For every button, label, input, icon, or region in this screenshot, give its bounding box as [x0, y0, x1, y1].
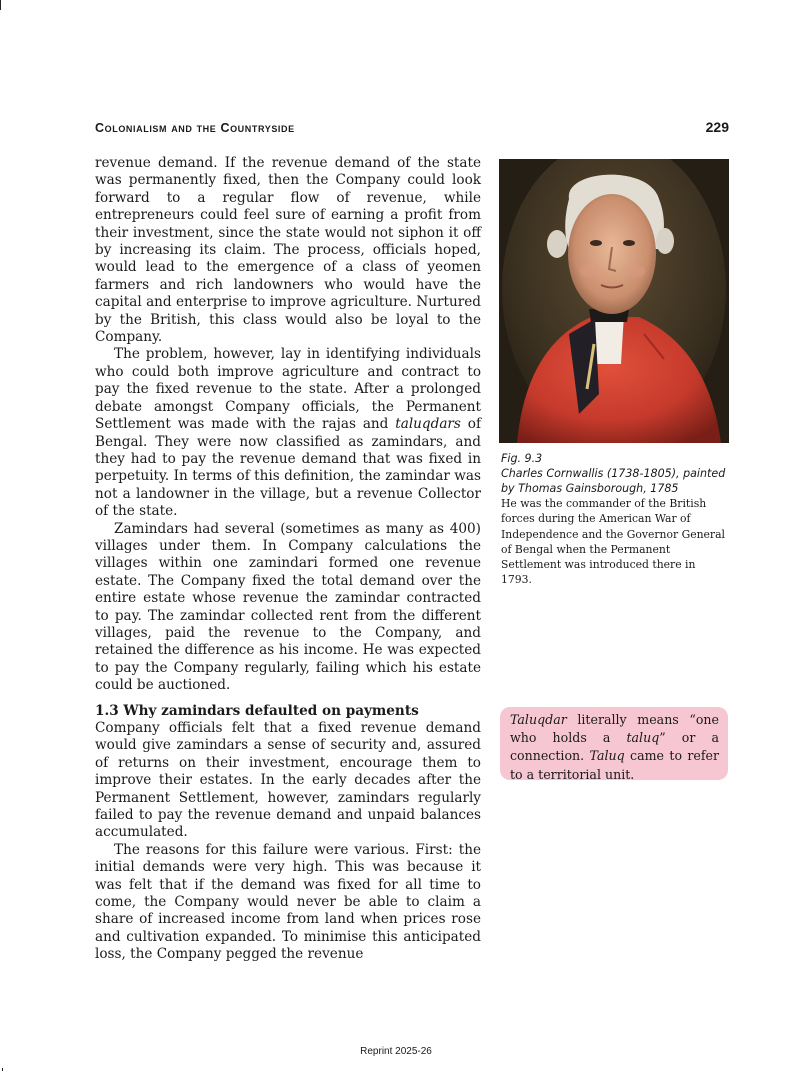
- paragraph-zamindars-villages: Zamindars had several (sometimes as many as 400) villages under them. In Company calculations the villages within one zamindari formed one revenue estate. The Company fixed the total demand over the entire estate whose revenue the zamindar contracted to pay. The zamindar collected rent from the different villages, paid the revenue to the Company, and retained the difference as his income. He was expected to pay the Company regularly, failing which his estate could be auctioned.: [95, 520, 481, 694]
- cornwallis-portrait: [499, 159, 729, 443]
- crop-mark-bottom: [2, 1068, 3, 1071]
- paragraph-identifying-individuals: The problem, however, lay in identifying individuals who could both improve agriculture and contract to pay the fixed revenue to the state. After a prolonged debate amongst Company officials, the Permanent Settlement was made with the rajas and taluqdars of Bengal. They were now classified as zamindars, and they had to pay the revenue demand that was fixed in perpetuity. In terms of this definition, the zamindar was not a landowner in the village, but a revenue Collector of the state.: [95, 346, 481, 520]
- figure-number: Fig. 9.3: [501, 452, 543, 465]
- running-head: [95, 121, 729, 137]
- main-text-column: [95, 155, 481, 964]
- section-heading: 1.3 Why zamindars defaulted on payments: [95, 702, 419, 719]
- paragraph-fixed-demand: Company officials felt that a fixed revenue demand would give zamindars a sense of security and, assured of returns on their investment, encourage them to improve their estates. In the early decades after the Permanent Settlement, however, zamindars regularly failed to pay the revenue demand and unpaid balances accumulated.: [95, 720, 481, 841]
- term-taluqdar: Taluqdar: [510, 712, 567, 727]
- chapter-running-title: Colonialism and the Countryside: [95, 121, 295, 135]
- figure-title: Charles Cornwallis (1738-1805), painted by Thomas Gainsborough, 1785: [501, 467, 726, 496]
- term-taluq: taluq: [626, 730, 660, 746]
- term-taluqdars: taluqdars: [395, 416, 461, 433]
- page-number: 229: [705, 119, 729, 135]
- figure-description: He was the commander of the British forces during the American War of Independence and the Governor General of Bengal when the Permanent Settlement was introduced there in 1793.: [501, 497, 725, 587]
- portrait-painting: [499, 159, 729, 443]
- reprint-footer: Reprint 2025-26: [360, 1046, 432, 1057]
- figure-caption: [501, 451, 729, 588]
- paragraph-reasons-failure: The reasons for this failure were various. First: the initial demands were very high. This was because it was felt that if the demand was fixed for all time to come, the Company would never be able to claim a share of increased income from land when prices rose and cultivation expanded. To minimise this anticipated loss, the Company pegged the revenue: [95, 841, 481, 963]
- glossary-note-box: Taluqdar literally means “one who holds a taluq” or a connection. Taluq came to refer to a territorial unit.: [500, 707, 728, 780]
- paragraph-revenue-demand: revenue demand. If the revenue demand of the state was permanently fixed, then the Company could look forward to a regular flow of revenue, while entrepreneurs could feel sure of earning a profit from their investment, since the state would not siphon it off by increasing its claim. The process, officials hoped, would lead to the emergence of a class of yeomen farmers and rich landowners who would have the capital and enterprise to improve agriculture. Nurtured by the British, this class would also be loyal to the Company.: [95, 155, 481, 346]
- crop-mark-top: [0, 0, 1, 10]
- term-taluq-2: Taluq: [589, 748, 625, 764]
